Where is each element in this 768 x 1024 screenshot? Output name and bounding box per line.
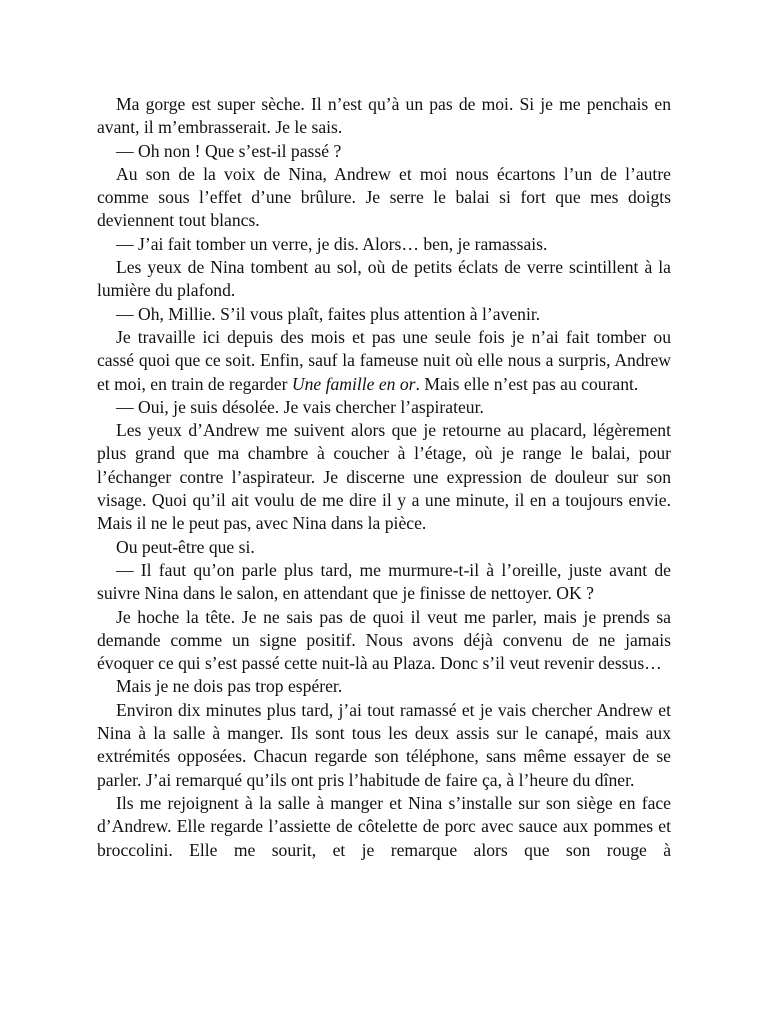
paragraph-2: — Oh non ! Que s’est-il passé ?: [116, 140, 342, 161]
paragraph-6: — Oh, Millie. S’il vous plaît, faites plus attention à l’avenir.: [116, 303, 541, 324]
paragraph-7-after: . Mais elle n’est pas au courant.: [415, 373, 639, 394]
paragraph-15: Ils me rejoignent à la salle à manger et Nina s’installe sur son siège en face d’Andrew. Elle regarde l’assiette de côtelette de porc avec sauce aux pommes et broccolini. Elle me sourit, et je remarque alors que son rouge à: [97, 792, 671, 860]
paragraph-7-before: Je travaille ici depuis des mois et pas une seule fois je n’ai fait tomber ou cassé quoi que ce soit. Enfin, sauf la fameuse nuit où elle nous a surpris, Andrew et moi, en train de regarder: [97, 326, 671, 394]
paragraph-4: — J’ai fait tomber un verre, je dis. Alors… ben, je ramassais.: [116, 233, 548, 254]
paragraph-10: Ou peut-être que si.: [116, 536, 255, 557]
paragraph-11: — Il faut qu’on parle plus tard, me murmure-t-il à l’oreille, juste avant de suivre Nina dans le salon, en attendant que je finisse de nettoyer. OK ?: [97, 559, 671, 604]
paragraph-7: [97, 326, 671, 396]
book-page: [97, 93, 671, 862]
paragraph-9: Les yeux d’Andrew me suivent alors que je retourne au placard, légèrement plus grand que ma chambre à coucher à l’étage, où je range le balai, pour l’échanger contre l’aspirateur. Je discerne une expression de douleur sur son visage. Quoi qu’il ait voulu de me dire il y a une minute, il en a toujours envie. Mais il ne le peut pas, avec Nina dans la pièce.: [97, 420, 671, 534]
paragraph-8: — Oui, je suis désolée. Je vais chercher l’aspirateur.: [116, 396, 484, 417]
tv-show-title: Une famille en or: [291, 373, 416, 394]
paragraph-5: Les yeux de Nina tombent au sol, où de petits éclats de verre scintillent à la lumière du plafond.: [97, 257, 671, 301]
paragraph-14: Environ dix minutes plus tard, j’ai tout ramassé et je vais chercher Andrew et Nina à la salle à manger. Ils sont tous les deux assis sur le canapé, mais aux extrémités opposées. Chacun regarde son téléphone, sans même essayer de se parler. J’ai remarqué qu’ils ont pris l’habitude de faire ça, à l’heure du dîner.: [97, 699, 671, 790]
paragraph-3: Au son de la voix de Nina, Andrew et moi nous écartons l’un de l’autre comme sous l’effet d’une brûlure. Je serre le balai si fort que mes doigts deviennent tout blancs.: [97, 163, 671, 231]
paragraph-1: Ma gorge est super sèche. Il n’est qu’à un pas de moi. Si je me penchais en avant, il m’embrasserait. Je le sais.: [97, 94, 671, 138]
paragraph-13: Mais je ne dois pas trop espérer.: [116, 676, 343, 697]
paragraph-12: Je hoche la tête. Je ne sais pas de quoi il veut me parler, mais je prends sa demande comme un signe positif. Nous avons déjà convenu de ne jamais évoquer ce qui s’est passé cette nuit-là au Plaza. Donc s’il veut revenir dessus…: [97, 606, 671, 674]
